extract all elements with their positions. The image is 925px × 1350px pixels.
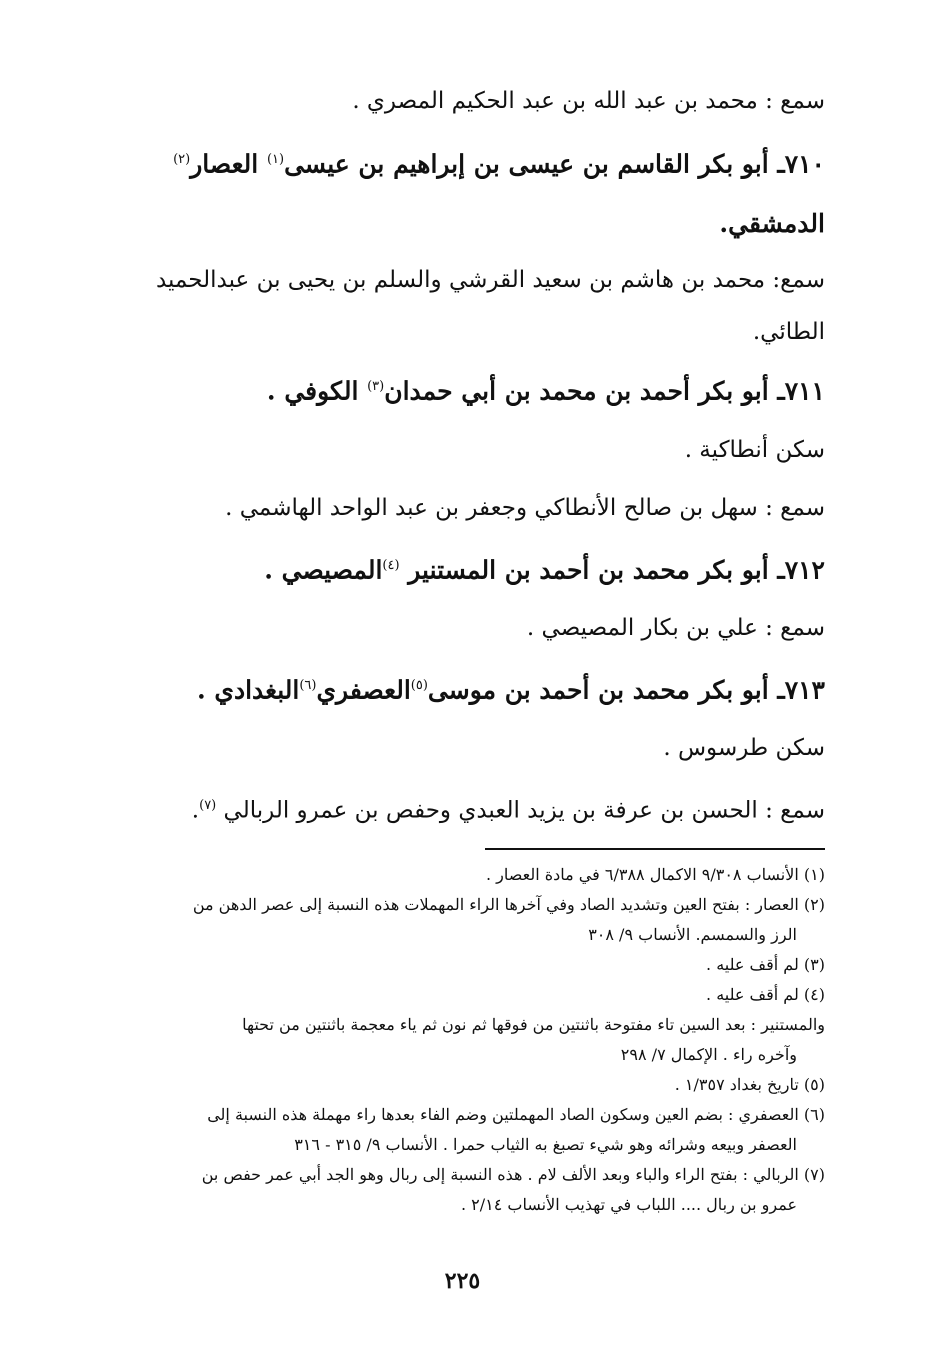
text-line: الطائي.: [752, 319, 825, 346]
footnote-ref[interactable]: (٣): [367, 379, 385, 395]
footnote: (٥) تاريخ بغداد ١/٣٥٧ .: [674, 1074, 825, 1094]
footnote-ref[interactable]: (٥): [410, 677, 428, 693]
footnote: (٤) لم أقف عليه .: [706, 984, 825, 1004]
text-line: سمع : الحسن بن عرفة بن يزيد العبدي وحفص بن عمرو الربالي $^{(٧)}$.: [191, 797, 825, 824]
footnote-continuation: العصفر وبيعه وشرائه وهو شيء تصبغ به الثياب حمرا . الأنساب ٩/ ٣١٥ - ٣١٦: [294, 1134, 797, 1154]
footnote: (٢) العصار : بفتح العين وتشديد الصاد وفي آخرها الراء المهملات هذه النسبة إلى عصر الدهن من: [192, 894, 825, 914]
footnote: والمستنير : بعد السين تاء مفتوحة باثنتين من فوقها ثم نون ثم ياء معجمة باثنتين من تحتها: [242, 1014, 825, 1034]
text-line: سمع : محمد بن عبد الله بن عبد الحكيم المصري .: [352, 88, 825, 114]
text-line: سمع : سهل بن صالح الأنطاكي وجعفر بن عبد الواحد الهاشمي .: [225, 494, 825, 521]
footnote-divider: [485, 848, 825, 850]
footnote: (٣) لم أقف عليه .: [706, 954, 825, 974]
entry-heading-712: ٧١٢ـ أبو بكر محمد بن أحمد بن المستنير $^{(٤)}$المصيصي .: [264, 554, 825, 584]
footnote: (٦) العصفري : بضم العين وسكون الصاد المهملتين وضم الفاء بعدها راء مهملة هذه النسبة إلى: [207, 1104, 825, 1124]
footnote-continuation: وآخره راء . الإكمال ٧/ ٢٩٨: [620, 1044, 797, 1064]
entry-heading-713: ٧١٣ـ أبو بكر محمد بن أحمد بن موسى$^{(٥)}$العصفري$^{(٦)}$البغدادي .: [196, 675, 825, 705]
page-body: [100, 72, 825, 1220]
text-line: سمع: محمد بن هاشم بن سعيد القرشي والسلم بن يحيى بن عبدالحميد: [155, 267, 825, 294]
entry-heading-710: ٧١٠ـ أبو بكر القاسم بن عيسى بن إبراهيم بن عيسى$^{(١)}$ العصار$^{(٢)}$: [173, 149, 825, 179]
text-line: سكن أنطاكية .: [684, 436, 825, 463]
text-line: سمع : علي بن بكار المصيصي .: [526, 614, 825, 641]
footnote-continuation: عمرو بن ربال .... اللباب في تهذيب الأنساب ٢/١٤ .: [460, 1194, 797, 1214]
footnote-ref[interactable]: (٤): [382, 557, 400, 573]
entry-heading-710-cont: الدمشقي.: [719, 209, 825, 239]
footnotes: [100, 860, 825, 1220]
footnote: (٧) الربالي : بفتح الراء والباء وبعد الألف لام . هذه النسبة إلى ربال وهو الجد أبي عمر حفص بن: [201, 1164, 825, 1184]
footnote-ref[interactable]: (٧): [199, 798, 217, 814]
entry-heading-711: ٧١١ـ أبو بكر أحمد بن محمد بن أبي حمدان$^{(٣)}$ الكوفي .: [266, 376, 825, 406]
page-number: ٢٢٥: [444, 1268, 481, 1294]
text-line: سكن طرسوس .: [663, 735, 825, 762]
footnote: (١) الأنساب ٩/٣٠٨ الاكمال ٦/٣٨٨ في مادة العصار .: [485, 864, 825, 884]
footnote-continuation: الرز والسمسم. الأنساب ٩/ ٣٠٨: [588, 924, 797, 944]
footnote-ref[interactable]: (١): [266, 152, 285, 167]
footnote-ref[interactable]: (٢): [173, 152, 191, 167]
footnote-ref[interactable]: (٦): [299, 677, 317, 693]
